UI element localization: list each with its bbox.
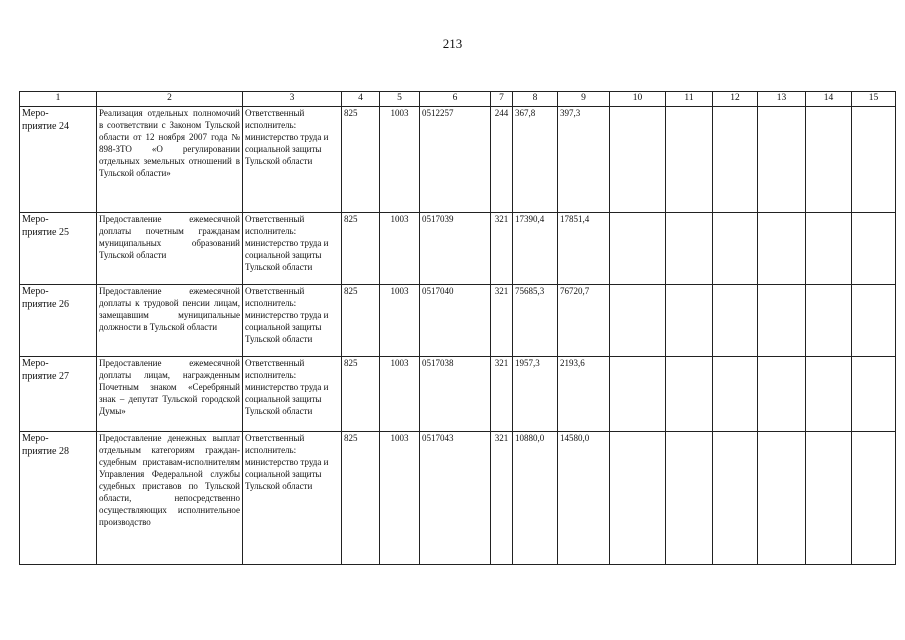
- column-header: 4: [342, 92, 380, 107]
- empty-cell: [666, 357, 713, 432]
- executor-cell: Ответственный исполнитель: министерство труда и социальной защиты Тульской области: [243, 357, 342, 432]
- target-code-cell: 0517039: [420, 213, 491, 285]
- empty-cell: [852, 357, 896, 432]
- column-header: 2: [97, 92, 243, 107]
- empty-cell: [713, 432, 758, 565]
- description-cell: Предоставление ежемесячной доплаты к трудовой пенсии лицам, замещавшим муниципальные должности в Тульской области: [97, 285, 243, 357]
- empty-cell: [610, 285, 666, 357]
- empty-cell: [806, 285, 852, 357]
- budget-table: [19, 91, 896, 565]
- empty-cell: [852, 107, 896, 213]
- section-code-cell: 1003: [380, 107, 420, 213]
- empty-cell: [713, 285, 758, 357]
- expense-type-cell: 244: [491, 107, 513, 213]
- expense-type-cell: 321: [491, 285, 513, 357]
- column-header: 14: [806, 92, 852, 107]
- column-header: 7: [491, 92, 513, 107]
- empty-cell: [758, 213, 806, 285]
- table-row: [20, 357, 896, 432]
- empty-cell: [758, 107, 806, 213]
- ministry-code-cell: 825: [342, 107, 380, 213]
- amount-cell: 17851,4: [558, 213, 610, 285]
- empty-cell: [806, 357, 852, 432]
- description-cell: Предоставление ежемесячной доплаты почетным гражданам муниципальных образований Тульской области: [97, 213, 243, 285]
- empty-cell: [758, 357, 806, 432]
- executor-cell: Ответственный исполнитель: министерство труда и социальной защиты Тульской области: [243, 107, 342, 213]
- amount-cell: 14580,0: [558, 432, 610, 565]
- empty-cell: [852, 285, 896, 357]
- column-header: 13: [758, 92, 806, 107]
- column-header: 8: [513, 92, 558, 107]
- target-code-cell: 0517040: [420, 285, 491, 357]
- table-row: [20, 285, 896, 357]
- amount-cell: 1957,3: [513, 357, 558, 432]
- target-code-cell: 0517038: [420, 357, 491, 432]
- empty-cell: [610, 357, 666, 432]
- description-cell: Предоставление ежемесячной доплаты лицам, награжденным Почетным знаком «Серебряный знак – депутат Тульской городской Думы»: [97, 357, 243, 432]
- empty-cell: [666, 107, 713, 213]
- expense-type-cell: 321: [491, 357, 513, 432]
- column-header: 6: [420, 92, 491, 107]
- section-code-cell: 1003: [380, 432, 420, 565]
- event-name-cell: Меро- приятие 25: [20, 213, 97, 285]
- section-code-cell: 1003: [380, 357, 420, 432]
- empty-cell: [666, 432, 713, 565]
- amount-cell: 2193,6: [558, 357, 610, 432]
- table-row: [20, 432, 896, 565]
- column-header: 11: [666, 92, 713, 107]
- empty-cell: [713, 107, 758, 213]
- empty-cell: [713, 213, 758, 285]
- expense-type-cell: 321: [491, 213, 513, 285]
- target-code-cell: 0512257: [420, 107, 491, 213]
- empty-cell: [758, 432, 806, 565]
- column-header: 12: [713, 92, 758, 107]
- event-name-cell: Меро- приятие 27: [20, 357, 97, 432]
- event-name-cell: Меро- приятие 24: [20, 107, 97, 213]
- amount-cell: 10880,0: [513, 432, 558, 565]
- target-code-cell: 0517043: [420, 432, 491, 565]
- description-cell: Предоставление денежных выплат отдельным категориям граждан-судебным приставам-исполнителям Управления Федеральной службы судебных приставов по Тульской области, непосредственно осуществляющих исполнительное производство: [97, 432, 243, 565]
- empty-cell: [806, 213, 852, 285]
- column-header: 1: [20, 92, 97, 107]
- empty-cell: [852, 213, 896, 285]
- empty-cell: [806, 432, 852, 565]
- executor-cell: Ответственный исполнитель: министерство труда и социальной защиты Тульской области: [243, 285, 342, 357]
- ministry-code-cell: 825: [342, 213, 380, 285]
- empty-cell: [806, 107, 852, 213]
- column-header: 10: [610, 92, 666, 107]
- executor-cell: Ответственный исполнитель: министерство труда и социальной защиты Тульской области: [243, 432, 342, 565]
- page-number: 213: [442, 36, 463, 51]
- description-cell: Реализация отдельных полномочий в соответствии с Законом Тульской области от 12 ноября 2007 года № 898-ЗТО «О регулировании отдельных земельных отношений в Тульской области»: [97, 107, 243, 213]
- section-code-cell: 1003: [380, 285, 420, 357]
- empty-cell: [610, 213, 666, 285]
- ministry-code-cell: 825: [342, 357, 380, 432]
- empty-cell: [758, 285, 806, 357]
- amount-cell: 17390,4: [513, 213, 558, 285]
- table-row: [20, 213, 896, 285]
- header-row: [20, 92, 896, 107]
- column-header: 15: [852, 92, 896, 107]
- column-header: 3: [243, 92, 342, 107]
- ministry-code-cell: 825: [342, 285, 380, 357]
- event-name-cell: Меро- приятие 26: [20, 285, 97, 357]
- section-code-cell: 1003: [380, 213, 420, 285]
- amount-cell: 397,3: [558, 107, 610, 213]
- column-header: 9: [558, 92, 610, 107]
- table-row: [20, 107, 896, 213]
- amount-cell: 367,8: [513, 107, 558, 213]
- empty-cell: [852, 432, 896, 565]
- ministry-code-cell: 825: [342, 432, 380, 565]
- column-header: 5: [380, 92, 420, 107]
- empty-cell: [666, 285, 713, 357]
- executor-cell: Ответственный исполнитель: министерство труда и социальной защиты Тульской области: [243, 213, 342, 285]
- empty-cell: [713, 357, 758, 432]
- event-name-cell: Меро- приятие 28: [20, 432, 97, 565]
- expense-type-cell: 321: [491, 432, 513, 565]
- empty-cell: [610, 432, 666, 565]
- empty-cell: [666, 213, 713, 285]
- empty-cell: [610, 107, 666, 213]
- amount-cell: 76720,7: [558, 285, 610, 357]
- amount-cell: 75685,3: [513, 285, 558, 357]
